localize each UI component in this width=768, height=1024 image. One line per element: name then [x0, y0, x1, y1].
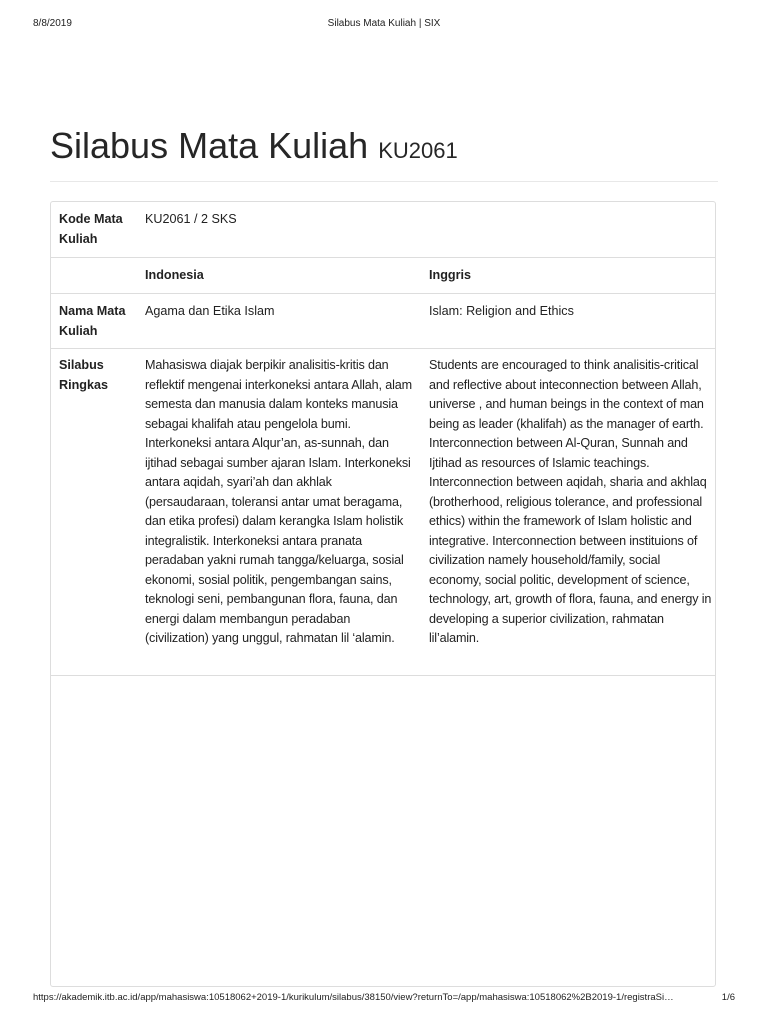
page-title-text: Silabus Mata Kuliah	[50, 125, 369, 166]
page-url-link[interactable]: https://akademik.itb.ac.id/app/mahasiswa:10518062+2019-1/kurikulum/silabus/38150/view?returnTo=/app/mahasiswa:10518062%2B2019-1/registraSi…	[33, 992, 674, 1003]
course-code-label: Kode Mata Kuliah	[59, 212, 123, 246]
syllabus-summary-label: Silabus Ringkas	[59, 358, 108, 392]
syllabus-summary-indonesia: Mahasiswa diajak berpikir analisitis-kritis dan reflektif mengenai interkoneksi antara Allah, alam semesta dan manusia dalam konteks manusia sebagai khalifah atau pengelola bumi. Interkoneksi antara Alqur’an, as-sunnah, dan ijtihad sebagai sumber ajaran Islam. Interkoneksi antara aqidah, syari’ah dan akhlak (persaudaraan, toleransi antar umat beragama, dan etika profesi) dalam kerangka Islam holistik integralistik. Interkoneksi antara pranata peradaban yakni rumah tangga/keluarga, sosial ekonomi, sosial politik, pengembangan sains, teknologi seni, pembangunan flora, fauna, dan energi dalam membangun peradaban (civilization) yang unggul, rahmatan lil ‘alamin.	[145, 358, 412, 645]
print-header	[33, 18, 735, 32]
print-date: 8/8/2019	[33, 18, 72, 29]
column-header-inggris: Inggris	[429, 268, 471, 282]
page-title	[50, 124, 458, 173]
course-name-indonesia: Agama dan Etika Islam	[145, 304, 275, 318]
page-number: 1/6	[721, 992, 735, 1003]
course-code-value: KU2061 / 2 SKS	[145, 212, 237, 226]
table-header-row	[51, 258, 715, 294]
print-page-title: Silabus Mata Kuliah | SIX	[327, 18, 441, 29]
course-code-heading: KU2061	[378, 138, 458, 163]
course-name-inggris: Islam: Religion and Ethics	[429, 304, 574, 318]
syllabus-summary-inggris: Students are encouraged to think analisitis-critical and reflective about inteconnection between Allah, universe , and human beings in the context of man being as leader (khalifah) as the manager of earth. Interconnection between Al-Quran, Sunnah and Ijtihad as resources of Islamic teachings. Interconnection between aqidah, sharia and akhlaq (brotherhood, religious tolerance, and professional ethics) within the framework of Islam holistic and integrative. Interconnection between instituions of civilization namely household/family, social economy, social politic, development of science, technology, art, growth of flora, fauna, and energy in developing a superior civilization, rahmatan lil’alamin.	[429, 358, 712, 645]
table-row-syllabus-summary	[51, 349, 715, 676]
syllabus-table	[50, 201, 716, 987]
table-row-course-name	[51, 294, 715, 349]
table-row-course-code	[51, 202, 715, 258]
course-name-label: Nama Mata Kuliah	[59, 304, 126, 338]
title-divider	[50, 181, 718, 182]
column-header-indonesia: Indonesia	[145, 268, 204, 282]
print-footer	[33, 992, 735, 1006]
